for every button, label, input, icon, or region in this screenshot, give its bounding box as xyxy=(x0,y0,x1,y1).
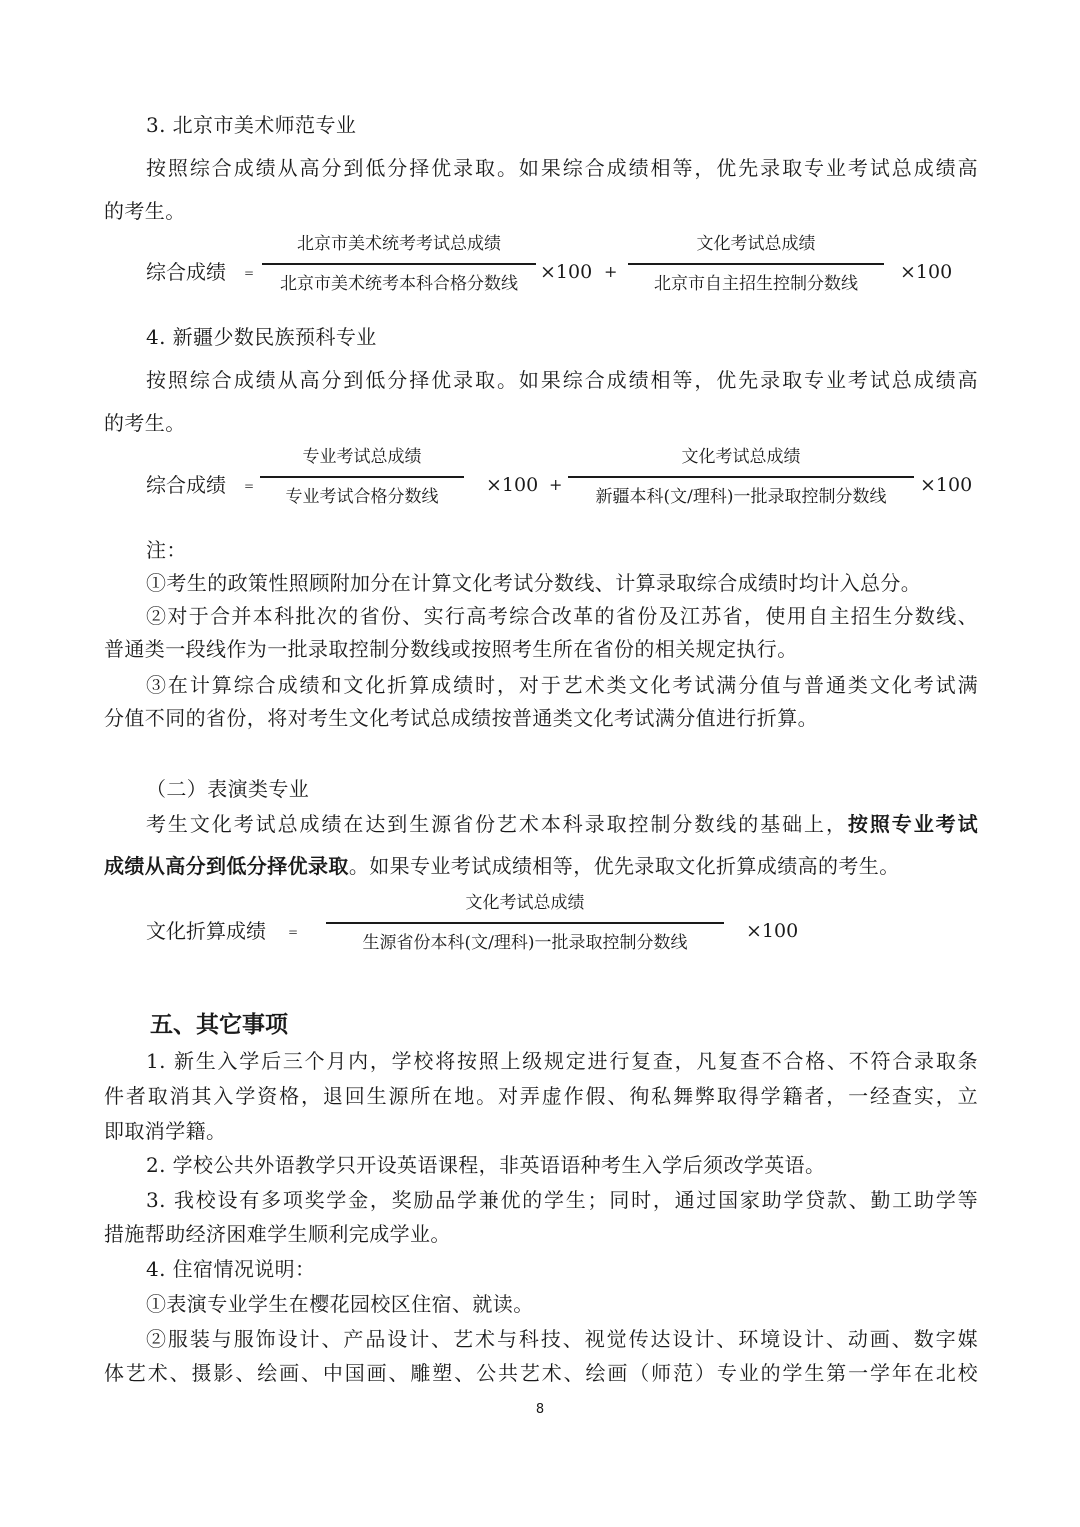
fraction-bar xyxy=(568,476,914,478)
fraction-denominator: 专业考试合格分数线 xyxy=(285,487,439,507)
notes-label: 注： xyxy=(146,538,187,562)
formula-lhs: 综合成绩 xyxy=(146,260,226,284)
paragraph-line xyxy=(104,854,978,878)
item-4-sub-1: ①表演专业学生在樱花园校区住宿、就读。 xyxy=(146,1292,534,1316)
item-4: 4. 住宿情况说明： xyxy=(146,1257,316,1281)
item-1-line: 即取消学籍。 xyxy=(104,1119,227,1143)
note-3-line: 分值不同的省份，将对考生文化考试总成绩按普通类文化考试满分值进行折算。 xyxy=(104,706,818,730)
formula-lhs: 综合成绩 xyxy=(146,473,226,497)
item-4-sub-2-line: ②服装与服饰设计、产品设计、艺术与科技、视觉传达设计、环境设计、动画、数字媒 xyxy=(146,1327,978,1351)
fraction-numerator: 文化考试总成绩 xyxy=(696,234,816,254)
item-4-sub-2-line: 体艺术、摄影、绘画、中国画、雕塑、公共艺术、绘画（师范）专业的学生第一学年在北校 xyxy=(104,1361,978,1385)
fraction-bar xyxy=(628,263,884,265)
formula-equals: = xyxy=(244,266,255,280)
item-1-line: 1. 新生入学后三个月内，学校将按照上级规定进行复查，凡复查不合格、不符合录取条 xyxy=(146,1049,978,1073)
section-heading-other-matters: 五、其它事项 xyxy=(150,1011,288,1038)
fraction-bar xyxy=(326,922,724,924)
text-bold: 按照专业考试 xyxy=(847,812,978,836)
item-1-line: 件者取消其入学资格，退回生源所在地。对弄虚作假、徇私舞弊取得学籍者，一经查实，立 xyxy=(104,1084,978,1108)
formula-lhs: 文化折算成绩 xyxy=(146,919,266,943)
fraction-denominator: 北京市美术统考本科合格分数线 xyxy=(280,274,518,294)
formula-times: ×100 xyxy=(540,261,593,283)
fraction-1 xyxy=(260,447,464,511)
formula-times: ×100 xyxy=(486,474,539,496)
formula-plus: + xyxy=(549,475,563,494)
formula-equals: = xyxy=(244,479,255,493)
paragraph-line: 的考生。 xyxy=(104,411,186,435)
formula-equals: = xyxy=(288,925,299,939)
fraction-denominator: 北京市自主招生控制分数线 xyxy=(654,274,858,294)
fraction-numerator: 北京市美术统考考试总成绩 xyxy=(297,234,501,254)
item-3-line: 措施帮助经济困难学生顺利完成学业。 xyxy=(104,1222,451,1246)
fraction-numerator: 文化考试总成绩 xyxy=(681,447,801,467)
section-heading-fine-arts-teacher: 3. 北京市美术师范专业 xyxy=(146,113,357,137)
fraction-denominator: 生源省份本科(文/理科)一批录取控制分数线 xyxy=(362,933,688,953)
text-bold: 成绩从高分到低分择优录取 xyxy=(104,854,349,878)
note-1: ①考生的政策性照顾附加分在计算文化考试分数线、计算录取综合成绩时均计入总分。 xyxy=(146,571,922,595)
note-2-line: 普通类一段线作为一批录取控制分数线或按照考生所在省份的相关规定执行。 xyxy=(104,637,798,661)
fraction-2 xyxy=(568,447,914,511)
note-2-line: ②对于合并本科批次的省份、实行高考综合改革的省份及江苏省，使用自主招生分数线、 xyxy=(146,604,978,628)
page-number: 8 xyxy=(535,1402,545,1417)
section-heading-xinjiang: 4. 新疆少数民族预科专业 xyxy=(146,325,377,349)
note-3-line: ③在计算综合成绩和文化折算成绩时，对于艺术类文化考试满分值与普通类文化考试满 xyxy=(146,673,978,697)
paragraph-line xyxy=(146,812,978,836)
fraction-bar xyxy=(260,476,464,478)
fraction xyxy=(326,893,724,957)
item-3-line: 3. 我校设有多项奖学金，奖励品学兼优的学生；同时，通过国家助学贷款、勤工助学等 xyxy=(146,1188,978,1212)
paragraph-line: 按照综合成绩从高分到低分择优录取。如果综合成绩相等，优先录取专业考试总成绩高 xyxy=(146,368,978,392)
formula-plus: + xyxy=(604,262,618,281)
formula-times: ×100 xyxy=(746,920,799,942)
paragraph-line: 的考生。 xyxy=(104,199,186,223)
formula-times: ×100 xyxy=(920,474,973,496)
fraction-1 xyxy=(262,234,536,298)
paragraph-line: 按照综合成绩从高分到低分择优录取。如果综合成绩相等，优先录取专业考试总成绩高 xyxy=(146,156,978,180)
text-normal: 。如果专业考试成绩相等，优先录取文化折算成绩高的考生。 xyxy=(348,854,900,878)
formula-times: ×100 xyxy=(900,261,953,283)
item-2: 2. 学校公共外语教学只开设英语课程，非英语语种考生入学后须改学英语。 xyxy=(146,1153,826,1177)
fraction-numerator: 专业考试总成绩 xyxy=(302,447,422,467)
fraction-bar xyxy=(262,263,536,265)
fraction-2 xyxy=(628,234,884,298)
text-normal: 考生文化考试总成绩在达到生源省份艺术本科录取控制分数线的基础上， xyxy=(146,812,848,836)
fraction-denominator: 新疆本科(文/理科)一批录取控制分数线 xyxy=(595,487,887,507)
section-heading-performance: （二）表演类专业 xyxy=(146,777,310,801)
fraction-numerator: 文化考试总成绩 xyxy=(465,893,585,913)
